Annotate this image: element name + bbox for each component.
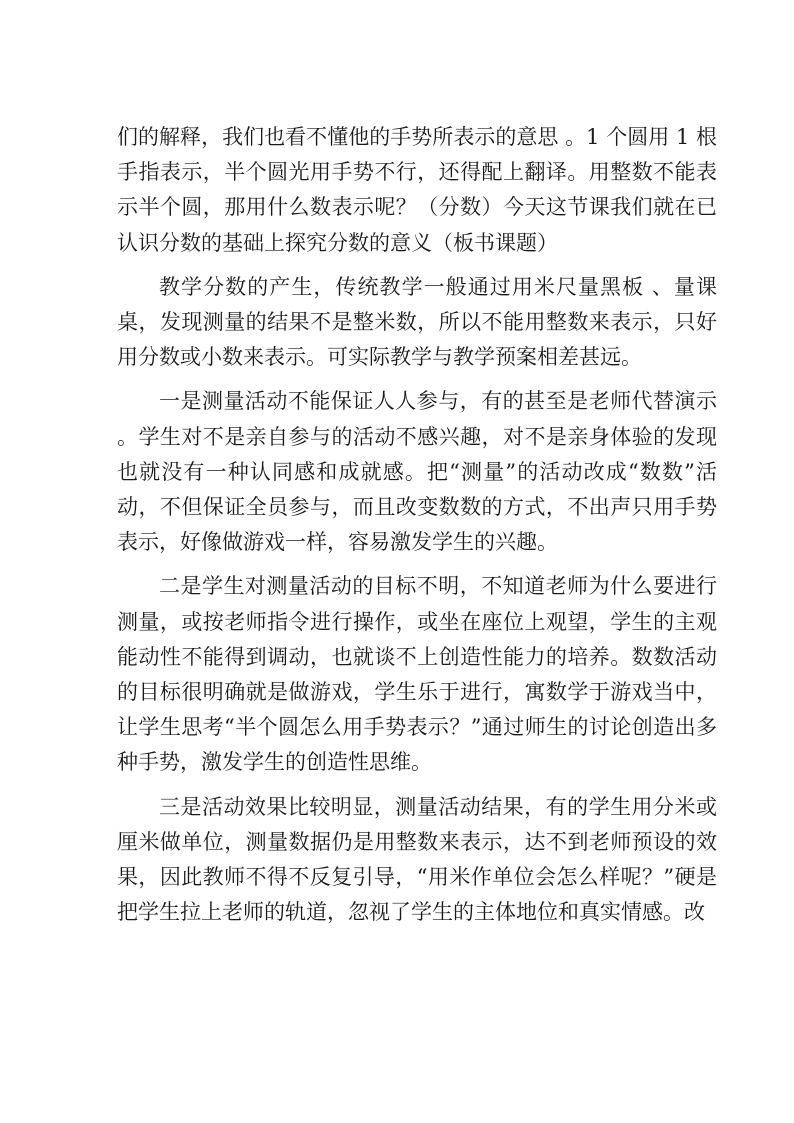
paragraph-5: 三是活动效果比较明显，测量活动结果，有的学生用分米或厘米做单位，测量数据仍是用整数来表示，达不到老师预设的效果，因此教师不得不反复引导，“用米作单位会怎么样呢？”硬是把学生拉上老师的轨道，忽视了学生的主体地位和真实情感。改 <box>117 794 717 925</box>
paragraph-3: 一是测量活动不能保证人人参与，有的甚至是老师代替演示 。学生对不是亲自参与的活动不感兴趣，对不是亲身体验的发现也就没有一种认同感和成就感。把“测量”的活动改成“数数”活动，不但保证全员参与，而且改变数数的方式，不出声只用手势表示，好像做游戏一样，容易激发学生的兴趣。 <box>117 389 717 555</box>
document-body <box>117 120 717 939</box>
paragraph-4: 二是学生对测量活动的目标不明，不知道老师为什么要进行测量，或按老师指令进行操作，或坐在座位上观望，学生的主观能动性不能得到调动，也就谈不上创造性能力的培养。数数活动的目标很明确就是做游戏，学生乐于进行，寓数学于游戏当中，让学生思考“半个圆怎么用手势表示？”通过师生的讨论创造出多种手势，激发学生的创造性思维。 <box>117 574 717 775</box>
paragraph-2: 教学分数的产生，传统教学一般通过用米尺量黑板 、量课桌，发现测量的结果不是整米数，所以不能用整数来表示，只好用分数或小数来表示。可实际教学与教学预案相差甚远。 <box>117 274 717 370</box>
paragraph-1: 们的解释，我们也看不懂他的手势所表示的意思 。1 个圆用 1 根手指表示，半个圆光用手势不行，还得配上翻译。用整数不能表示半个圆，那用什么数表示呢？（分数）今天这节课我们就在已认识分数的基础上探究分数的意义（板书课题） <box>117 125 717 255</box>
